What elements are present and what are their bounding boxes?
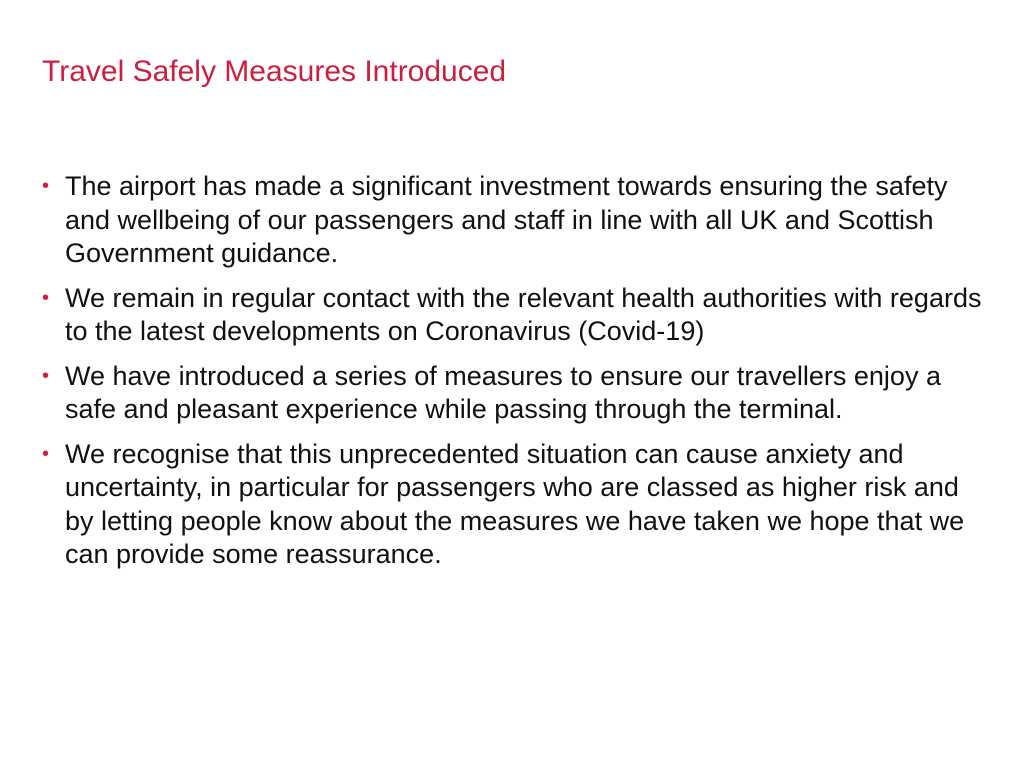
bullet-dot-icon: • [42,442,50,465]
bullet-text: The airport has made a significant investment towards ensuring the safety and wellbeing of our passengers and staff in line with all UK and Scottish Government guidance. [65,171,948,268]
bullet-list [42,170,992,583]
bullet-item [42,170,992,271]
bullet-dot-icon: • [42,286,50,309]
bullet-dot-icon: • [42,364,50,387]
bullet-dot-icon: • [42,175,50,197]
bullet-text: We recognise that this unprecedented situation can cause anxiety and uncertainty, in particular for passengers who are classed as higher risk and by letting people know about the measures we have taken we hope that we can provide some reassurance. [65,438,965,569]
bullet-item [42,360,992,427]
slide-title: Travel Safely Measures Introduced [42,55,507,88]
bullet-text: We have introduced a series of measures to ensure our travellers enjoy a safe and pleasant experience while passing through the terminal. [65,360,941,424]
bullet-item [42,438,992,572]
bullet-text: We remain in regular contact with the relevant health authorities with regards to the latest developments on Coronavirus (Covid-19) [65,282,982,346]
bullet-item [42,282,992,349]
